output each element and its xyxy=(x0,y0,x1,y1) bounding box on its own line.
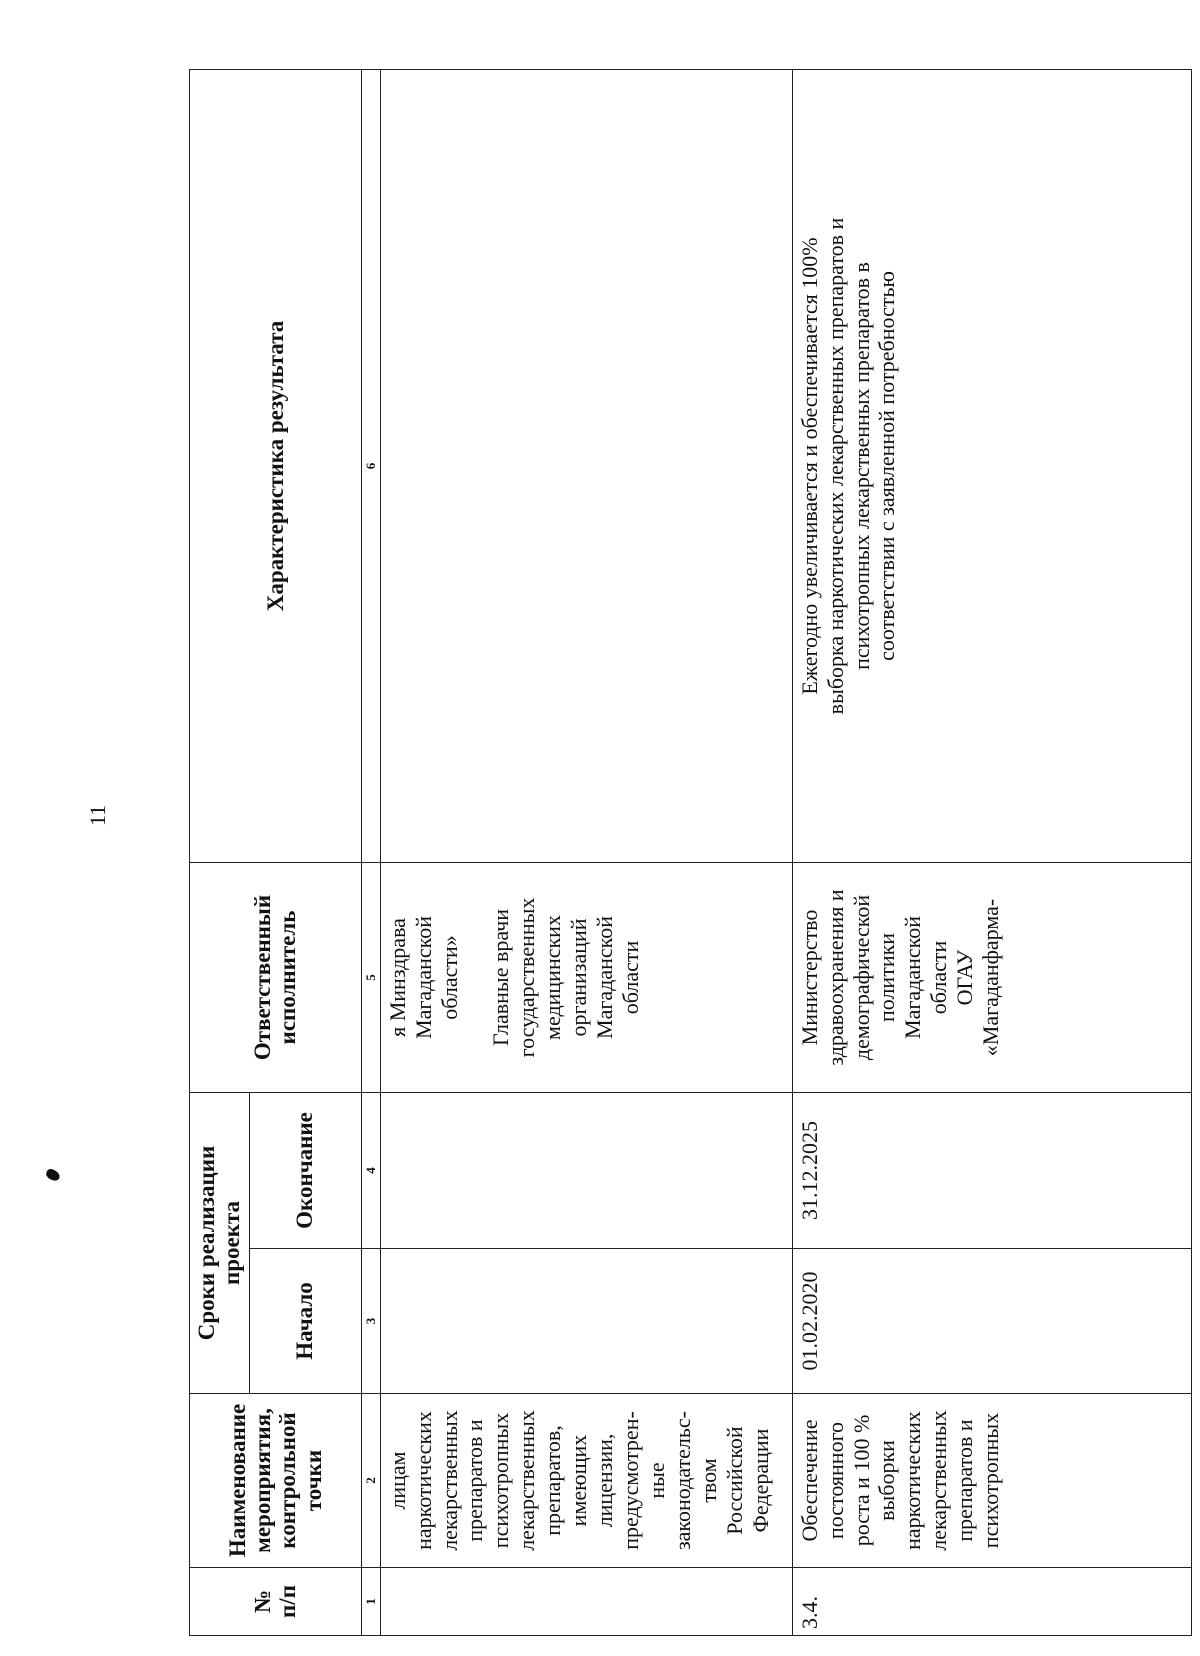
header-start: Начало xyxy=(249,1249,361,1394)
column-number: 1 xyxy=(361,1568,380,1636)
cell-result: Ежегодно увеличивается и обеспечивается 100% выборка наркотических лекарственных препаратов и психотропных лекарственных препаратов в соответствии с заявленной потребностью xyxy=(792,69,1191,862)
header-number: № п/п xyxy=(190,1568,362,1636)
cell-end: 31.12.2025 xyxy=(792,1092,1191,1248)
cell-result xyxy=(380,69,792,862)
plan-table xyxy=(189,69,1192,1636)
header-period-group: Сроки реализации проекта xyxy=(190,1092,250,1393)
header-end: Окончание xyxy=(249,1092,361,1248)
cell-number: 3.4. xyxy=(792,1568,1191,1636)
header-executor: Ответственный исполнитель xyxy=(190,862,362,1092)
table-row xyxy=(792,69,1191,1635)
cell-start xyxy=(380,1249,792,1394)
table-row xyxy=(380,69,792,1635)
column-number: 2 xyxy=(361,1394,380,1568)
header-result: Характеристика результата xyxy=(190,69,362,862)
scan-mark xyxy=(45,1168,62,1183)
cell-executor: Министерство здравоохранения и демографической политики Магаданской области ОГАУ «Магаданфарма- xyxy=(792,862,1191,1092)
cell-end xyxy=(380,1092,792,1248)
cell-number xyxy=(380,1568,792,1636)
cell-name: лицам наркотических лекарственных препаратов и психотропных лекарственных препаратов, имеющих лицензии, предусмотрен- ные законодательс- твом Российской Федерации xyxy=(380,1394,792,1568)
column-number: 6 xyxy=(361,69,380,862)
cell-start: 01.02.2020 xyxy=(792,1249,1191,1394)
column-number: 3 xyxy=(361,1249,380,1394)
column-number-row xyxy=(361,69,380,1635)
cell-executor: я Минздрава Магаданской области» Главные врачи государственных медицинских организаций Магаданской области xyxy=(380,862,792,1092)
header-name: Наименование мероприятия, контрольной точки xyxy=(190,1394,362,1568)
column-number: 5 xyxy=(361,862,380,1092)
page-number: 11 xyxy=(85,804,110,826)
column-number: 4 xyxy=(361,1092,380,1248)
cell-name: Обеспечение постоянного роста и 100 % выборки наркотических лекарственных препаратов и психотропных xyxy=(792,1394,1191,1568)
rotated-table-container xyxy=(189,70,1192,1636)
